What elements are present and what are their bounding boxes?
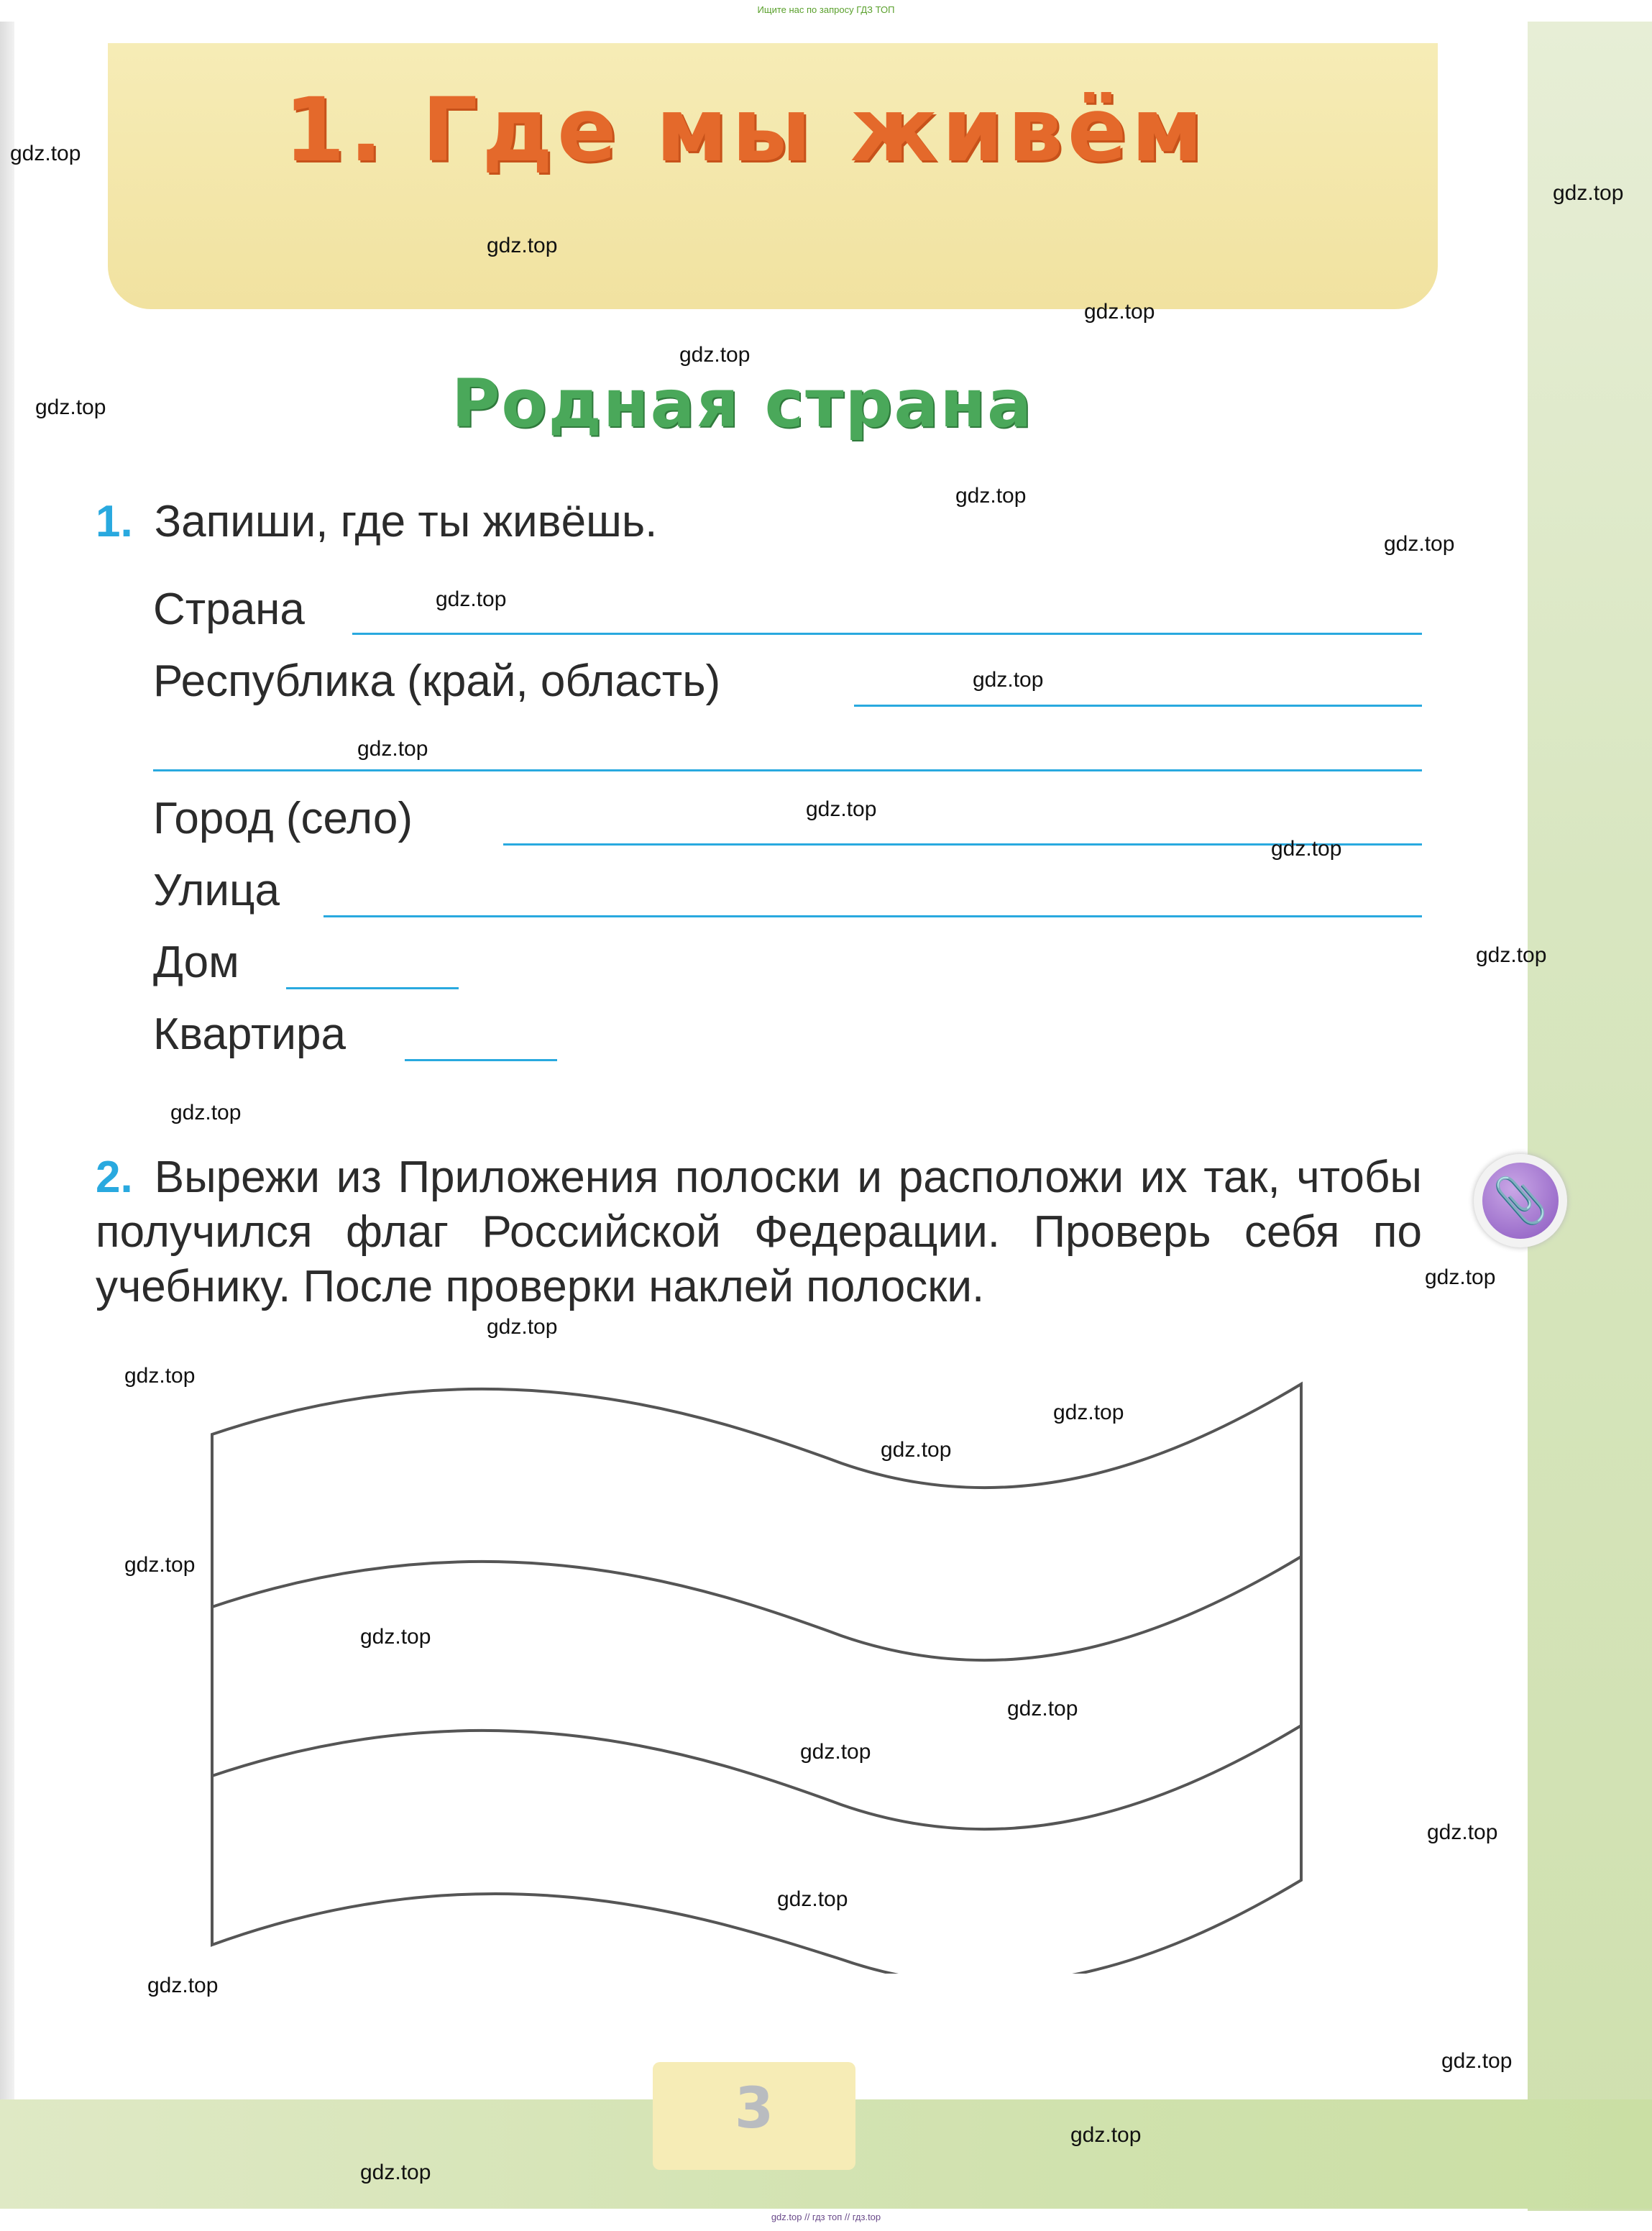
watermark: gdz.top [1425, 1265, 1496, 1289]
paperclip-icon: 📎 [1482, 1163, 1559, 1239]
page-number: 3 [734, 2076, 774, 2141]
field-label-region: Республика (край, область) [153, 656, 721, 706]
field-label-house: Дом [153, 938, 239, 987]
watermark: gdz.top [1553, 181, 1624, 205]
watermark: gdz.top [124, 1364, 196, 1388]
watermark: gdz.top [1007, 1697, 1078, 1721]
watermark: gdz.top [955, 484, 1027, 508]
watermark: gdz.top [1070, 2123, 1142, 2147]
task2-text: Вырежи из Приложения полоски и расположи их так, чтобы получился флаг Российской Федерации. Проверь себя по учебнику. После проверки наклей полоски. [96, 1153, 1422, 1311]
watermark: gdz.top [35, 395, 106, 419]
watermark: gdz.top [1427, 1820, 1498, 1844]
watermark: gdz.top [1084, 300, 1155, 324]
watermark: gdz.top [973, 668, 1044, 692]
left-page-edge [0, 22, 14, 2207]
bottom-note: gdz.top // гдз топ // гдз.top [771, 2212, 881, 2222]
country-answer-line[interactable] [352, 633, 1422, 635]
field-label-country: Страна [153, 585, 305, 634]
watermark: gdz.top [806, 797, 877, 821]
field-label-city: Город (село) [153, 794, 413, 843]
watermark: gdz.top [800, 1740, 871, 1764]
watermark: gdz.top [1053, 1401, 1124, 1424]
watermark: gdz.top [360, 2161, 431, 2184]
watermark: gdz.top [170, 1101, 242, 1124]
watermark: gdz.top [487, 234, 558, 257]
watermark: gdz.top [777, 1887, 848, 1911]
watermark: gdz.top [1271, 837, 1342, 861]
chapter-title: 1. Где мы живём [284, 79, 1208, 181]
house-answer-line[interactable] [286, 987, 459, 989]
apartment-answer-line[interactable] [405, 1059, 557, 1061]
watermark: gdz.top [1384, 532, 1455, 556]
task2-instruction [96, 1150, 1422, 1314]
section-title: Родная страна [451, 365, 1034, 442]
region-answer-line[interactable] [854, 705, 1422, 707]
field-label-street: Улица [153, 866, 280, 915]
supplement-badge [1474, 1154, 1567, 1247]
watermark: gdz.top [436, 587, 507, 611]
watermark: gdz.top [357, 737, 428, 761]
street-answer-line[interactable] [323, 915, 1422, 917]
watermark: gdz.top [679, 343, 751, 367]
flag-border [212, 1384, 1301, 1974]
region-answer-line-2[interactable] [153, 769, 1422, 771]
top-note: Ищите нас по запросу ГДЗ ТОП [757, 4, 895, 15]
watermark: gdz.top [881, 1438, 952, 1462]
watermark: gdz.top [124, 1553, 196, 1577]
watermark: gdz.top [360, 1625, 431, 1649]
watermark: gdz.top [1476, 943, 1547, 967]
page-number-box [653, 2062, 855, 2170]
watermark: gdz.top [147, 1974, 219, 1997]
watermark: gdz.top [487, 1315, 558, 1339]
task2-number: 2. [96, 1153, 133, 1202]
right-page-background [1528, 22, 1652, 2211]
task1-text: Запиши, где ты живёшь. [154, 497, 658, 546]
flag-outline [201, 1370, 1323, 1974]
task1-instruction [96, 495, 657, 549]
watermark: gdz.top [10, 142, 81, 165]
watermark: gdz.top [1441, 2049, 1513, 2073]
field-label-apartment: Квартира [153, 1009, 346, 1059]
task1-number: 1. [96, 497, 133, 546]
